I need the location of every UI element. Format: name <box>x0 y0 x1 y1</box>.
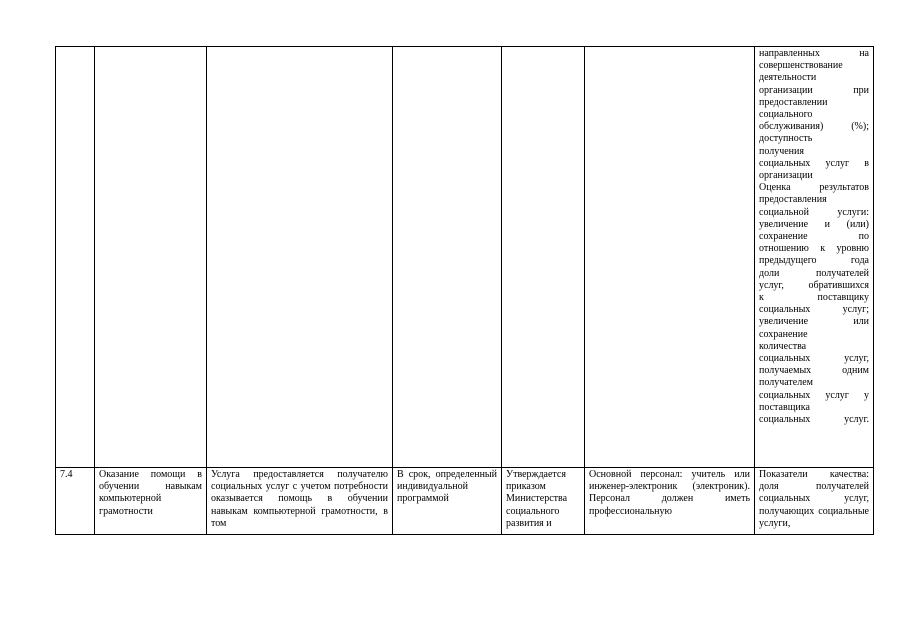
text-line: социальных услуг в <box>759 157 869 169</box>
text-line: сохранение <box>759 328 808 340</box>
text-line: деятельности <box>759 72 817 84</box>
text-line: доли получателей <box>759 267 869 279</box>
text-line: поставщика <box>759 401 810 413</box>
text-line: получаемых одним <box>759 365 869 377</box>
text-line: отношению к уровню <box>759 243 869 255</box>
text-line: предыдущего года <box>759 255 869 267</box>
text-line: социальной услуги: <box>759 206 869 218</box>
cell-quality-continuation <box>755 47 874 468</box>
text-line: количества <box>759 340 807 352</box>
text-line: к поставщику <box>759 292 869 304</box>
text-line: направленных на <box>759 48 869 59</box>
cell-service-description: Услуга предоставляется получателю социальных услуг с учетом потребности оказывается помощь в обучении навыкам компьютерной грамотности, в том <box>207 468 393 535</box>
text-line: социальных услуг; <box>759 304 869 316</box>
text-line: доступность <box>759 133 813 145</box>
text-line: получения <box>759 145 804 157</box>
text-line: организации <box>759 170 813 182</box>
cell-conditions-empty <box>585 47 755 468</box>
cell-service-name: Оказание помощи в обучении навыкам компьютерной грамотности <box>95 468 207 535</box>
text-line: социальных услуг у <box>759 389 869 401</box>
text-line: увеличение или <box>759 316 869 328</box>
cell-service-term: В срок, определенный индивидуальной программой <box>393 468 502 535</box>
cell-description-empty <box>207 47 393 468</box>
text-line: увеличение и (или) <box>759 218 869 230</box>
text-line: предоставления <box>759 194 827 206</box>
text-line: обслуживания) (%); <box>759 121 869 133</box>
cell-name-empty <box>95 47 207 468</box>
cell-number-empty <box>56 47 95 468</box>
services-table <box>55 46 874 535</box>
text-line: получателем <box>759 377 813 389</box>
text-line: Оценка результатов <box>759 182 869 194</box>
cell-service-quality: Показатели качества: доля получателей социальных услуг, получающих социальные услуги, <box>755 468 874 535</box>
cell-term-empty <box>393 47 502 468</box>
text-line: социальных услуг, <box>759 353 869 365</box>
text-line: услуг, обратившихся <box>759 279 869 291</box>
cell-service-tariff: Утверждается приказом Министерства социального развития и <box>502 468 585 535</box>
text-line: совершенствование <box>759 60 843 72</box>
cell-service-conditions: Основной персонал: учитель или инженер-электроник (электроник). Персонал должен иметь профессиональную <box>585 468 755 535</box>
quality-indicators-text <box>759 48 869 466</box>
text-line: предоставлении <box>759 96 828 108</box>
text-line: социального <box>759 109 813 121</box>
cell-number: 7.4 <box>56 468 95 535</box>
text-line: социальных услуг. <box>759 414 869 426</box>
text-line: организации при <box>759 84 869 96</box>
cell-tariff-empty <box>502 47 585 468</box>
table-row <box>56 47 874 468</box>
text-line: сохранение по <box>759 231 869 243</box>
table-row <box>56 468 874 535</box>
